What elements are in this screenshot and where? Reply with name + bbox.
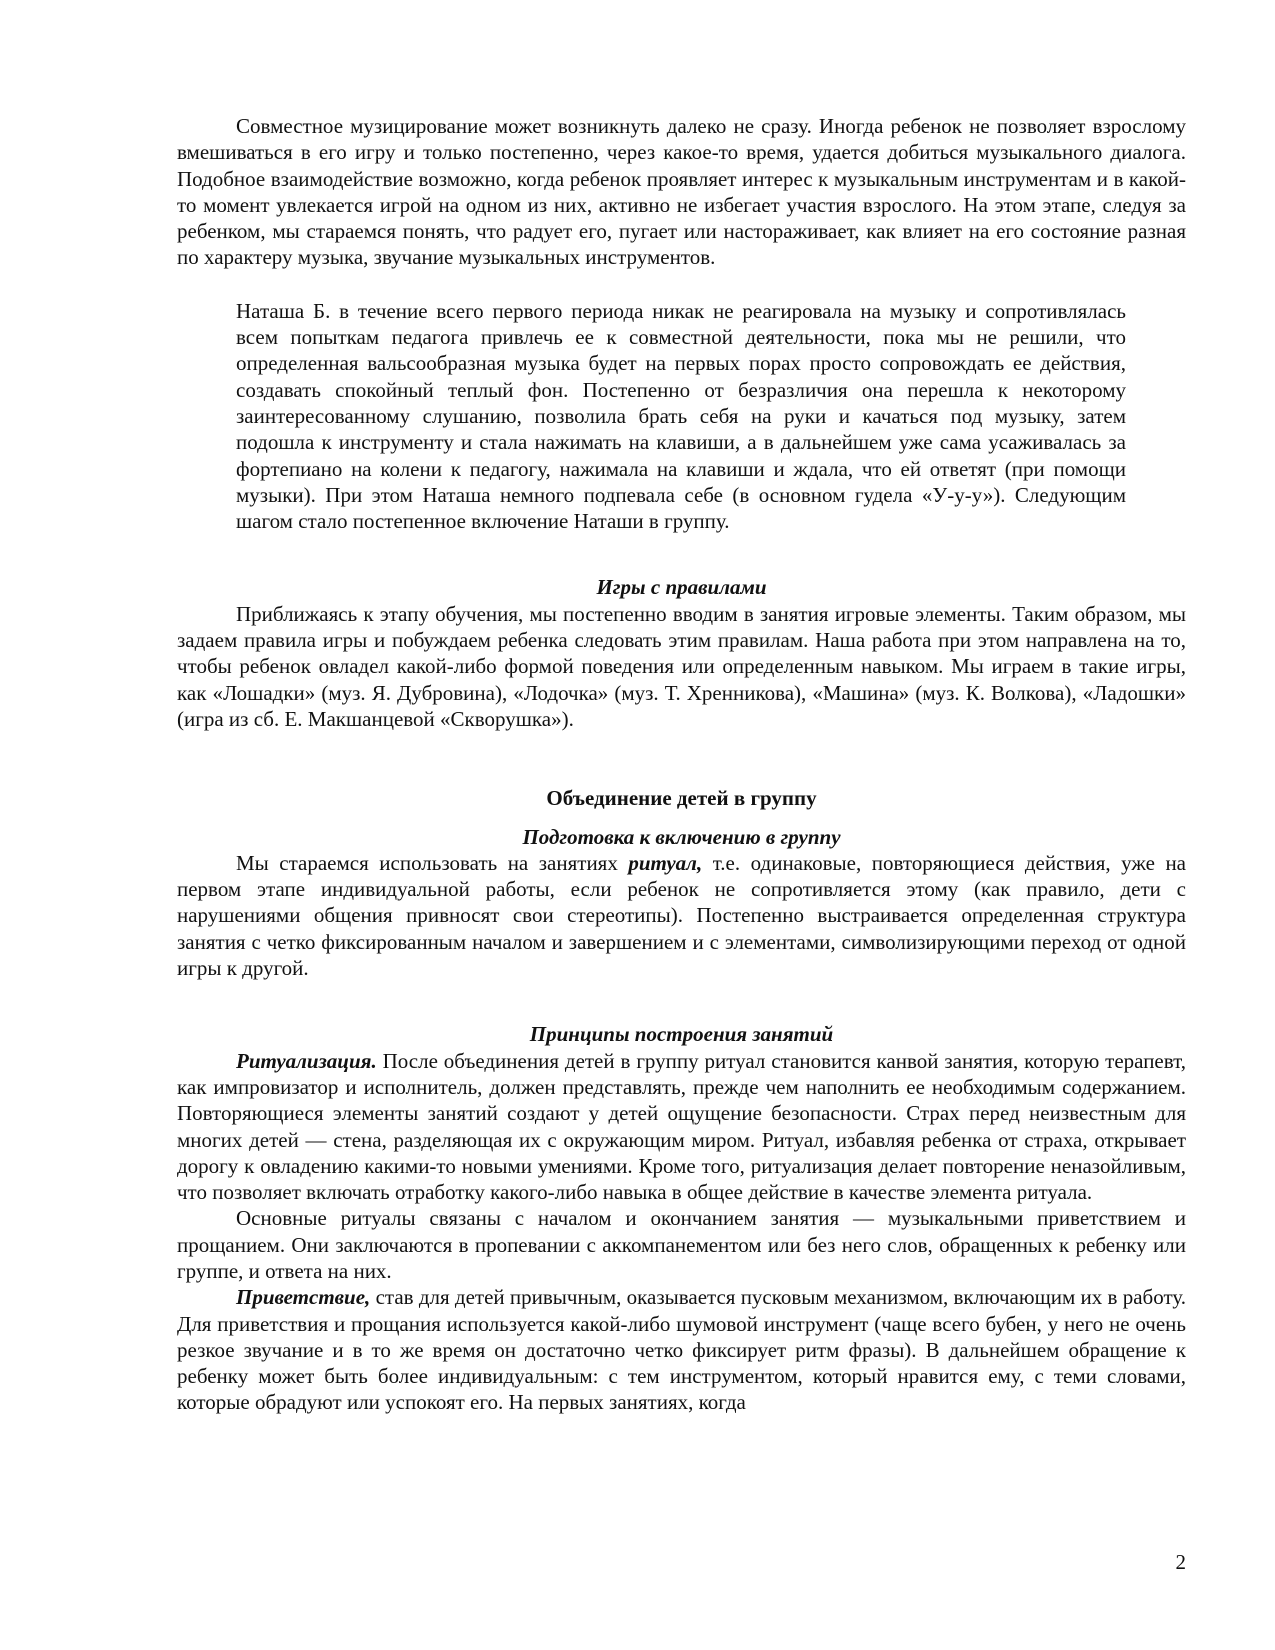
prep-heading: Подготовка к включению в группу [522,824,841,849]
prep-text-before: Мы стараемся использовать на занятиях [236,850,629,875]
case-example-block: Наташа Б. в течение всего первого периода никак не реагировала на музыку и сопротивлялась всем попыткам педагога привлечь ее к совместной деятельности, пока мы не решили, что определенная вальсообразная музыка будет на первых порах просто сопровождать ее действия, создавать спокойный теплый фон. Постепенно от безразличия она перешла к некоторому заинтересованному слушанию, позволила брать себя на руки и качаться под музыку, затем подошла к инструменту и стала нажимать на клавиши, а в дальнейшем уже сама усаживалась за фортепиано на колени к педагогу, нажимала на клавиши и ждала, что ей ответят (при помощи музыки). При этом Наташа немного подпевала себе (в основном гудела «У-у-у»). Следующим шагом стало постепенное включение Наташи в группу. [236,298,1126,534]
greeting-paragraph [177,1284,1186,1415]
principles-heading: Принципы построения занятий [529,1022,834,1047]
greeting-term: Приветствие, [236,1285,371,1310]
document-page [177,113,1186,1416]
ritualization-term: Ритуализация. [236,1048,377,1073]
intro-paragraph: Совместное музицирование может возникнуть далеко не сразу. Иногда ребенок не позволяет взрослому вмешиваться в его игру и только постепенно, через какое-то время, удается добиться музыкального диалога. Подобное взаимодействие возможно, когда ребенок проявляет интерес к музыкальным инструментам и в какой-то момент увлекается игрой на одном из них, активно не избегает участия взрослого. На этом этапе, следуя за ребенком, мы стараемся понять, что радует его, пугает или настораживает, как влияет на его состояние разная по характеру музыка, звучание музыкальных инструментов. [177,114,1186,270]
ritualization-text: После объединения детей в группу ритуал становится канвой занятия, которую терапевт, как импровизатор и исполнитель, должен представлять, прежде чем наполнить ее необходимым содержанием. Повторяющиеся элементы занятий создают у детей ощущение безопасности. Страх перед неизвестным для многих детей — стена, разделяющая их с окружающим миром. Ритуал, избавляя ребенка от страха, открывает дорогу к овладению какими-то новыми умениями. Кроме того, ритуализация делает повторение неназойливым, что позволяет включать отработку какого-либо навыка в общее действие в качестве элемента ритуала. [177,1048,1186,1205]
group-heading: Объединение детей в группу [546,786,817,811]
games-paragraph: Приближаясь к этапу обучения, мы постепенно вводим в занятия игровые элементы. Таким образом, мы задаем правила игры и побуждаем ребенка следовать этим правилам. Наша работа при этом направлена на то, чтобы ребенок овладел какой-либо формой поведения или определенным навыком. Мы играем в такие игры, как «Лошадки» (муз. Я. Дубровина), «Лодочка» (муз. Т. Хренникова), «Машина» (муз. К. Волкова), «Ладошки» (игра из сб. Е. Макшанцевой «Скворушка»). [177,601,1186,731]
page-number: 2 [1175,1550,1186,1574]
ritualization-paragraph [177,1048,1186,1206]
prep-paragraph [177,850,1186,981]
ritual-term: ритуал, [628,850,703,875]
games-heading: Игры с правилами [596,575,767,600]
rituals-paragraph: Основные ритуалы связаны с началом и окончанием занятия — музыкальными приветствием и прощанием. Они заключаются в пропевании с аккомпанементом или без него слов, обращенных к ребенку или группе, и ответа на них. [177,1206,1186,1283]
prep-text-after: т.е. одинаковые, повторяющиеся действия, уже на первом этапе индивидуальной работы, если ребенок не сопротивляется этому (как правило, дети с нарушениями общения привносят свои стереотипы). Постепенно выстраивается определенная структура занятия с четко фиксированным началом и завершением и с элементами, символизирующими переход от одной игры к другой. [177,850,1186,981]
greeting-text: став для детей привычным, оказывается пусковым механизмом, включающим их в работу. Для приветствия и прощания используется какой-либо шумовой инструмент (чаще всего бубен, у него не очень резкое звучание и в то же время он достаточно четко фиксирует ритм фразы). В дальнейшем обращение к ребенку может быть более индивидуальным: с тем инструментом, который нравится ему, с теми словами, которые обрадуют или успокоят его. На первых занятиях, когда [177,1285,1186,1415]
